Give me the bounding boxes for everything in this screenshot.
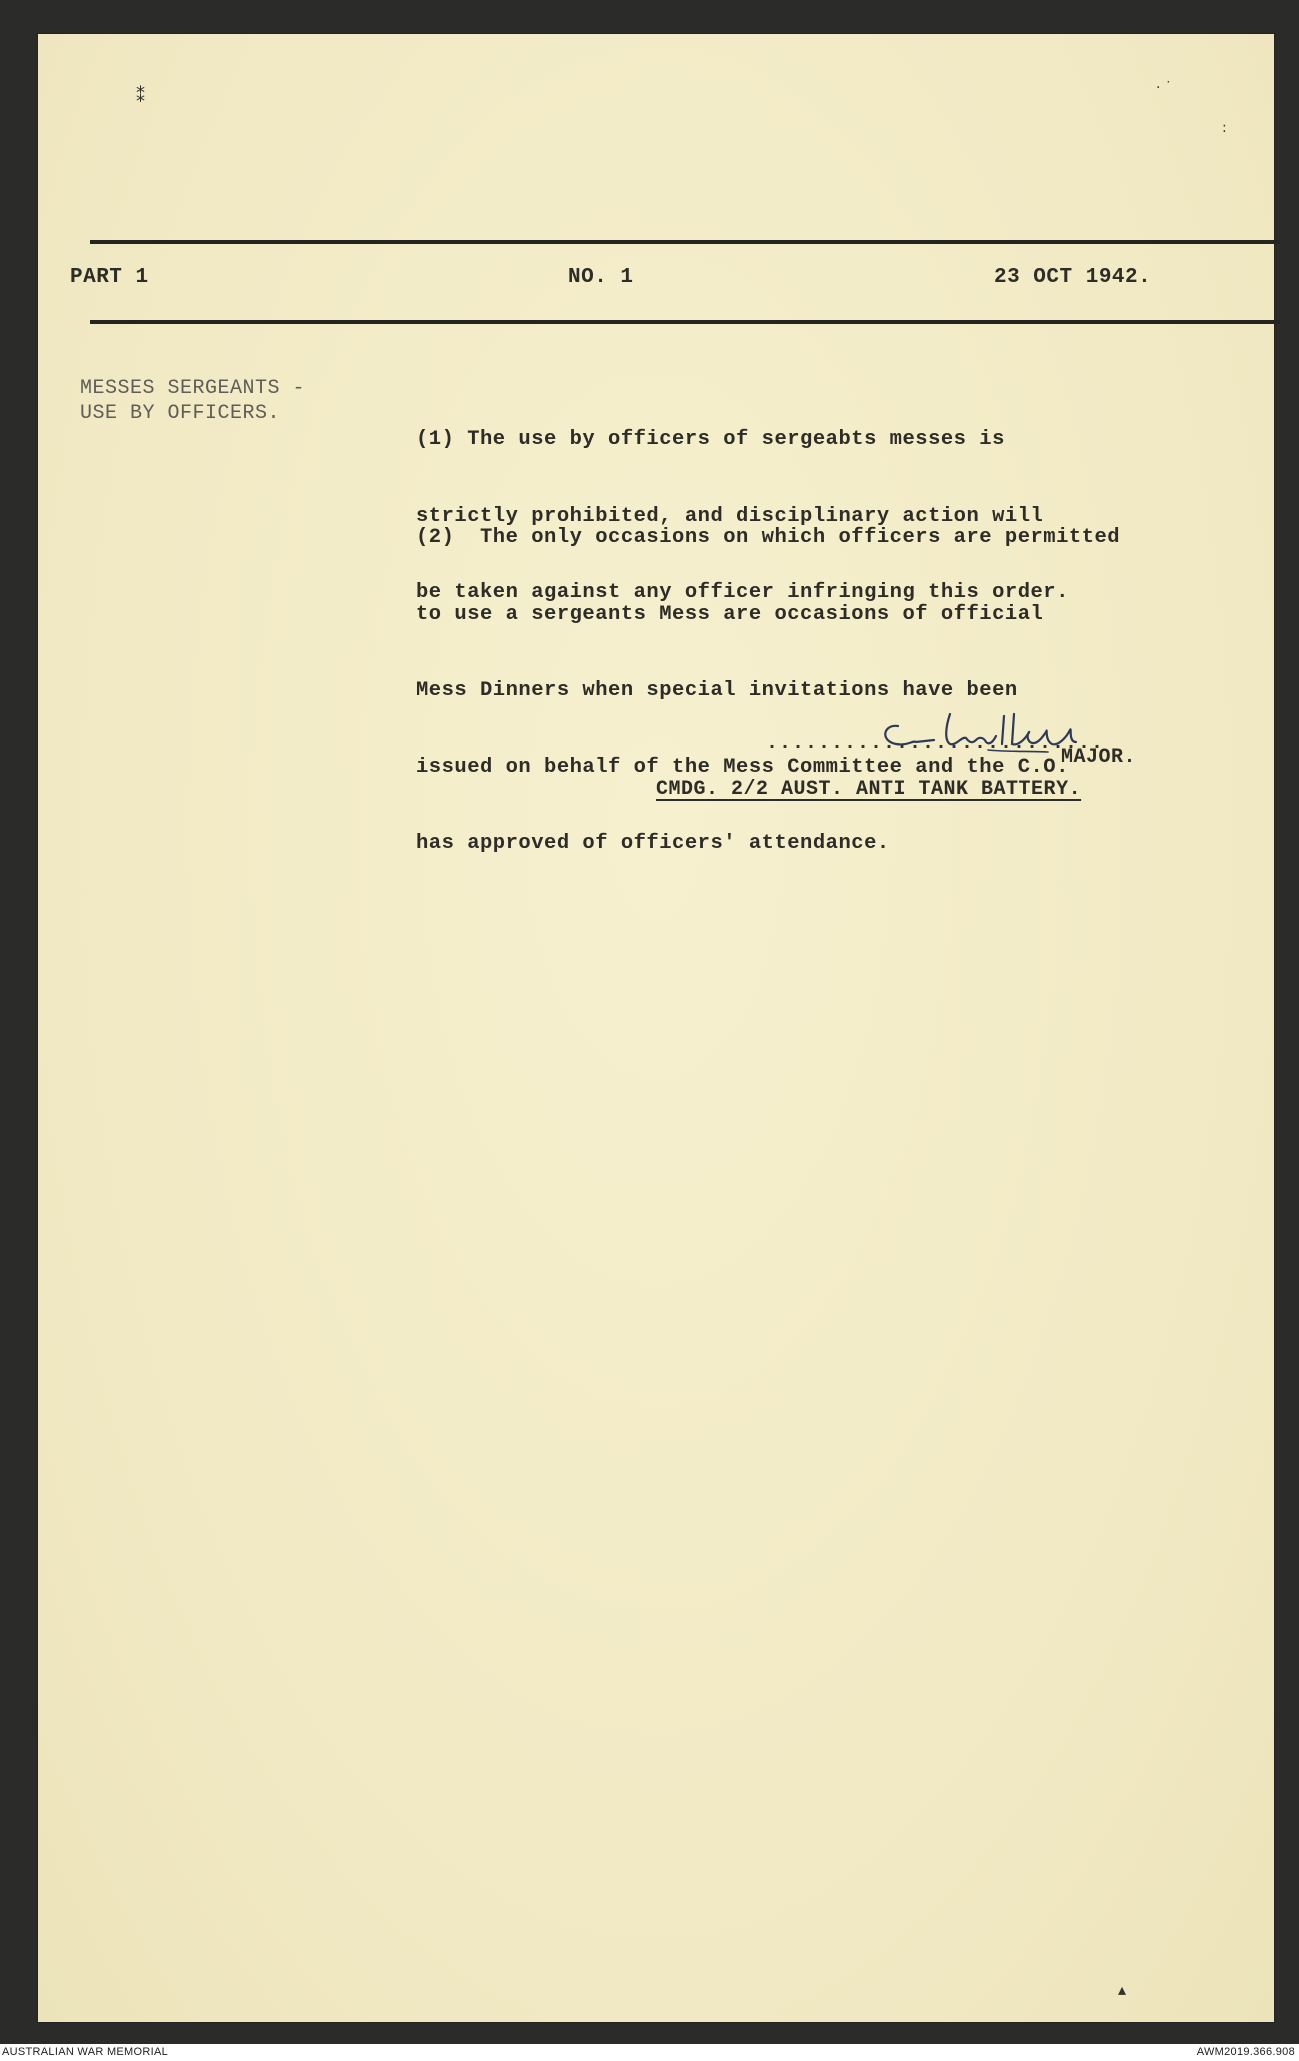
paragraph-line: has approved of officers' attendance. xyxy=(416,832,890,855)
paragraph-line: (2) The only occasions on which officers are permitted xyxy=(416,526,1121,549)
document-page xyxy=(38,34,1274,2022)
side-heading-line: USE BY OFFICERS. xyxy=(80,402,281,425)
paragraph-line: strictly prohibited, and disciplinary action will xyxy=(416,504,1044,528)
speck-mark-bottom: ▴ xyxy=(1118,1980,1127,1999)
punch-mark-top-left: ⁑ xyxy=(136,86,145,107)
speck-mark-top-right: · ˙ xyxy=(1156,80,1172,96)
handwritten-signature xyxy=(838,696,1198,766)
order-number: NO. 1 xyxy=(568,266,634,289)
paragraph-line: (1) The use by officers of sergeabts messes is xyxy=(416,428,1005,451)
signatory-unit: CMDG. 2/2 AUST. ANTI TANK BATTERY. xyxy=(656,778,1082,801)
header-rule-bottom xyxy=(90,320,1280,324)
signatory-rank: MAJOR. xyxy=(1061,746,1137,769)
side-heading-line: MESSES SERGEANTS - xyxy=(80,377,306,400)
footer-institution: AUSTRALIAN WAR MEMORIAL xyxy=(2,2046,169,2058)
header-rule-top xyxy=(90,240,1280,244)
order-date: 23 OCT 1942. xyxy=(994,266,1152,289)
speck-mark-right: : xyxy=(1222,120,1227,136)
part-label: PART 1 xyxy=(70,266,149,289)
paragraph-line: to use a sergeants Mess are occasions of official xyxy=(416,602,1044,626)
side-heading xyxy=(80,376,305,426)
paragraph-line: Mess Dinners when special invitations have been xyxy=(416,679,1018,702)
footer-accession-number: AWM2019.366.908 xyxy=(1196,2046,1295,2058)
signature-dotted-line: .......................... xyxy=(766,732,1105,755)
paragraph-line: be taken against any officer infringing this order. xyxy=(416,581,1069,604)
paragraph-2 xyxy=(416,474,1120,908)
paragraph-line: issued on behalf of the Mess Committee and the C.O. xyxy=(416,755,1069,779)
